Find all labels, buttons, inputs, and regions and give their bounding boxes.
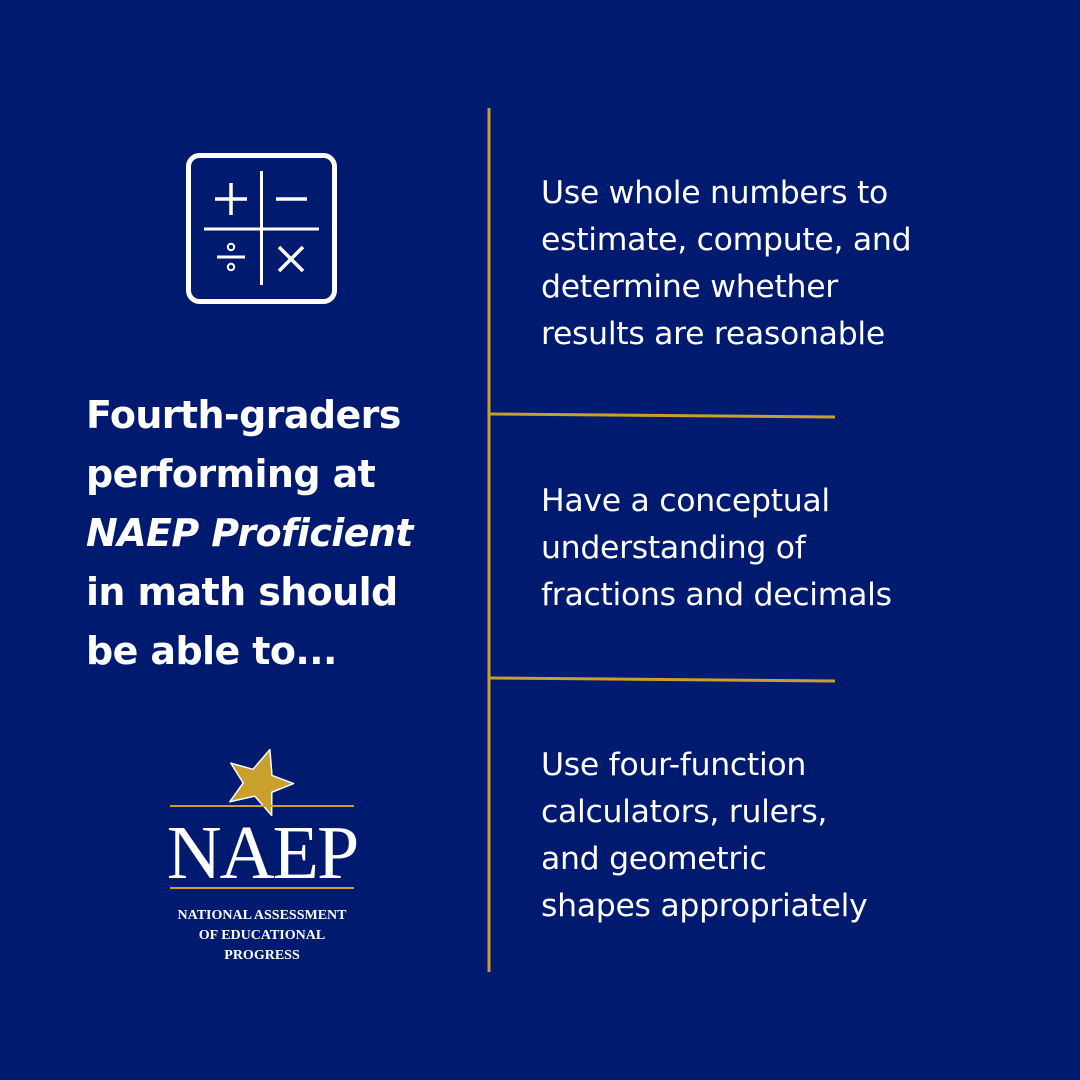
skill-line: Use whole numbers to (541, 175, 888, 211)
skill-line: understanding of (541, 530, 806, 566)
horizontal-divider (489, 678, 835, 681)
skill-item (541, 478, 971, 619)
skill-line: and geometric (541, 841, 767, 877)
headline-line: in math should (86, 570, 398, 614)
headline-emphasis: NAEP Proficient (86, 511, 413, 555)
naep-subtitle-line: PROGRESS (224, 948, 300, 963)
skill-line: estimate, compute, and (541, 222, 912, 258)
skill-line: determine whether (541, 269, 838, 305)
horizontal-divider (489, 414, 835, 417)
skill-line: results are reasonable (541, 316, 885, 352)
skill-line: Use four-function (541, 747, 807, 783)
headline-line: performing at (86, 452, 376, 496)
skill-line: fractions and decimals (541, 577, 892, 613)
headline-line: Fourth-graders (86, 393, 401, 437)
naep-wordmark: NAEP (166, 811, 358, 895)
skill-line: calculators, rulers, (541, 794, 828, 830)
naep-subtitle-line: OF EDUCATIONAL (198, 928, 326, 943)
skill-line: shapes appropriately (541, 888, 868, 924)
skill-item (541, 170, 971, 358)
naep-logo (160, 740, 370, 970)
headline-line: be able to... (86, 629, 337, 673)
naep-subtitle-line: NATIONAL ASSESSMENT (177, 908, 347, 923)
skill-item (541, 742, 971, 930)
skill-line: Have a conceptual (541, 483, 830, 519)
